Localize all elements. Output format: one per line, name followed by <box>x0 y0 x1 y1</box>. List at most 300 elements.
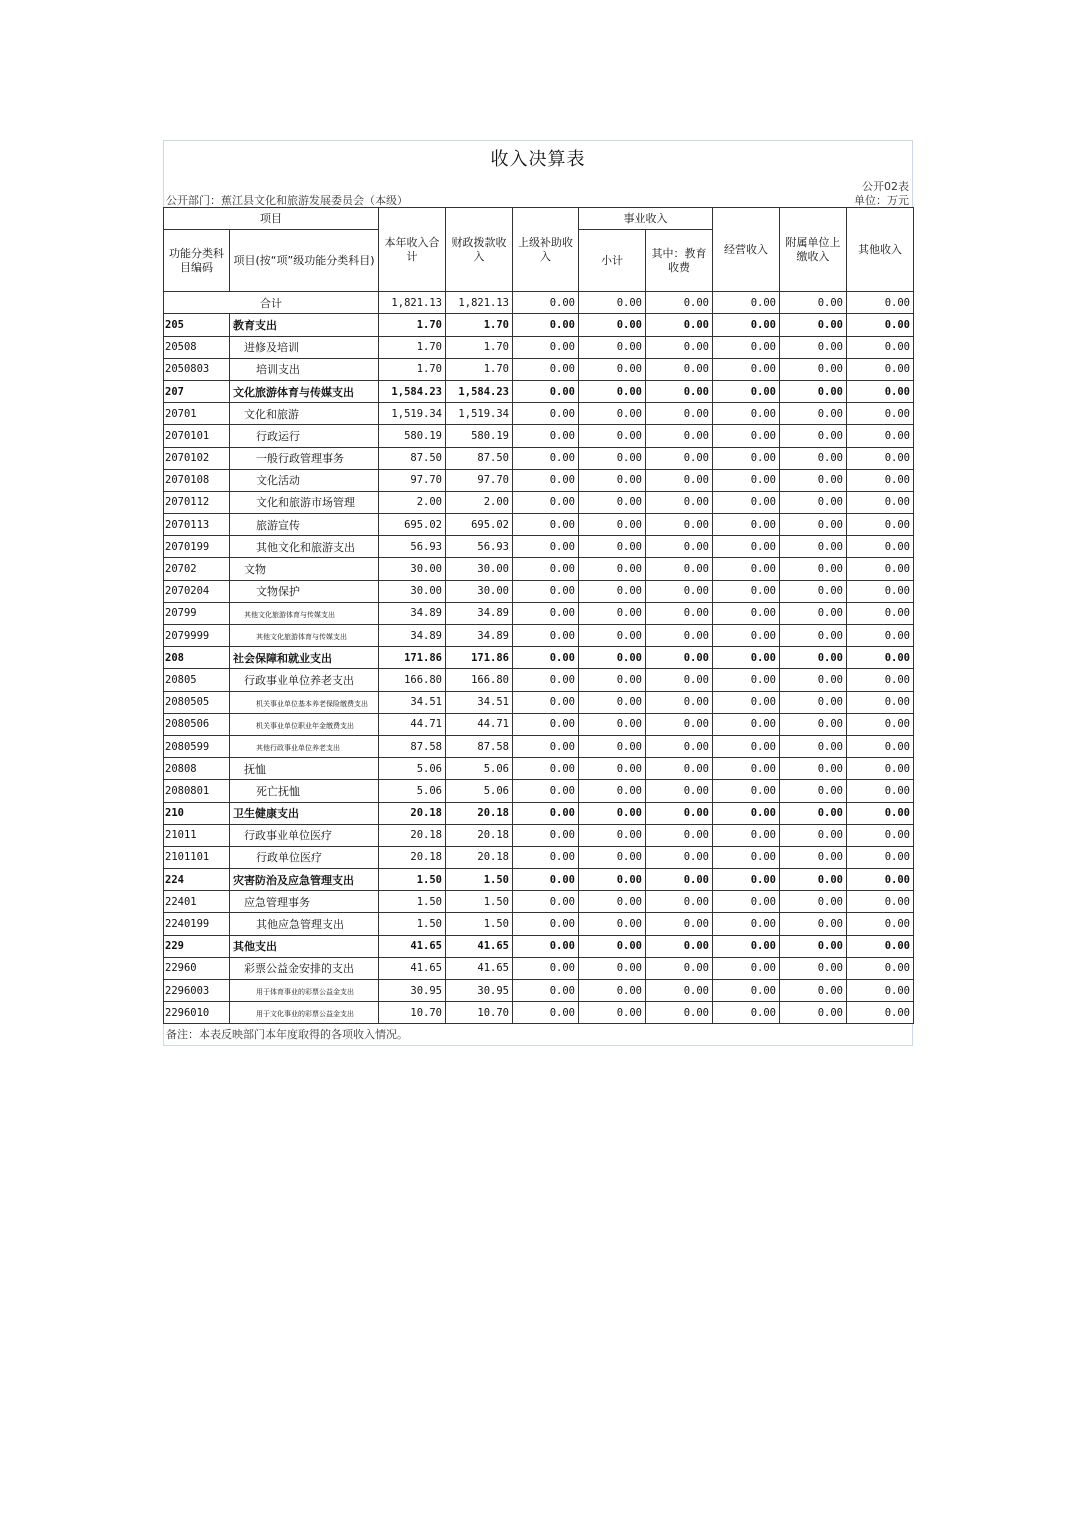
cell: 0.00 <box>646 758 713 780</box>
row-name-text: 抚恤 <box>244 762 266 776</box>
cell: 34.51 <box>446 691 513 713</box>
cell: 0.00 <box>579 380 646 402</box>
cell: 0.00 <box>847 602 914 624</box>
table-row <box>164 425 914 447</box>
cell: 0.00 <box>646 957 713 979</box>
cell: 34.89 <box>446 602 513 624</box>
cell: 0.00 <box>579 758 646 780</box>
cell: 0.00 <box>646 802 713 824</box>
row-name <box>230 824 379 846</box>
cell: 0.00 <box>847 380 914 402</box>
cell: 0.00 <box>847 647 914 669</box>
cell: 0.00 <box>579 336 646 358</box>
cell: 0.00 <box>646 580 713 602</box>
cell: 0.00 <box>847 691 914 713</box>
cell: 0.00 <box>579 447 646 469</box>
table-row <box>164 1002 914 1024</box>
sheet-title: 收入决算表 <box>163 140 913 177</box>
row-name-text: 文化活动 <box>256 474 300 488</box>
cell: 0.00 <box>780 935 847 957</box>
row-name-text: 机关事业单位职业年金缴费支出 <box>256 721 354 730</box>
cell: 0.00 <box>646 491 713 513</box>
cell: 0.00 <box>780 780 847 802</box>
cell: 30.95 <box>446 980 513 1002</box>
cell: 0.00 <box>513 602 579 624</box>
cell: 0.00 <box>713 336 780 358</box>
cell: 0.00 <box>513 802 579 824</box>
cell: 20.18 <box>379 824 446 846</box>
cell: 0.00 <box>713 846 780 868</box>
table-row <box>164 558 914 580</box>
row-name <box>230 980 379 1002</box>
cell: 1,519.34 <box>446 403 513 425</box>
table-header <box>164 208 914 292</box>
cell: 0.00 <box>847 846 914 868</box>
row-code: 2296003 <box>164 980 230 1002</box>
cell: 41.65 <box>379 957 446 979</box>
row-name <box>230 469 379 491</box>
row-name-text: 其他文化旅游体育与传媒支出 <box>256 633 347 642</box>
cell: 0.00 <box>513 669 579 691</box>
row-name-text: 文化和旅游市场管理 <box>256 496 355 510</box>
cell: 0.00 <box>847 1002 914 1024</box>
cell: 0.00 <box>579 824 646 846</box>
cell: 0.00 <box>713 913 780 935</box>
cell: 166.80 <box>379 669 446 691</box>
row-code: 22960 <box>164 957 230 979</box>
cell: 0.00 <box>646 691 713 713</box>
cell: 0.00 <box>847 891 914 913</box>
cell: 0.00 <box>513 425 579 447</box>
cell: 0.00 <box>513 957 579 979</box>
row-code: 2070113 <box>164 514 230 536</box>
cell: 171.86 <box>446 647 513 669</box>
cell: 0.00 <box>713 869 780 891</box>
cell: 0.00 <box>713 491 780 513</box>
cell: 0.00 <box>579 735 646 757</box>
row-code: 2070101 <box>164 425 230 447</box>
cell: 0.00 <box>513 469 579 491</box>
cell: 0.00 <box>579 869 646 891</box>
cell: 0.00 <box>579 403 646 425</box>
cell: 0.00 <box>847 403 914 425</box>
cell: 0.00 <box>780 691 847 713</box>
header-fiscal: 财政拨款收入 <box>446 208 513 292</box>
row-name-text: 培训支出 <box>256 363 300 377</box>
cell: 0.00 <box>713 314 780 336</box>
cell: 695.02 <box>446 514 513 536</box>
cell: 0.00 <box>847 447 914 469</box>
cell: 0.00 <box>646 536 713 558</box>
row-name-text: 社会保障和就业支出 <box>233 651 332 665</box>
cell: 0.00 <box>579 647 646 669</box>
table-row <box>164 824 914 846</box>
row-code: 229 <box>164 935 230 957</box>
cell: 0.00 <box>847 735 914 757</box>
row-code: 207 <box>164 380 230 402</box>
cell: 0.00 <box>646 336 713 358</box>
table-row <box>164 514 914 536</box>
row-name <box>230 669 379 691</box>
cell: 0.00 <box>513 292 579 314</box>
cell: 30.00 <box>379 580 446 602</box>
cell: 0.00 <box>780 625 847 647</box>
table-row <box>164 935 914 957</box>
cell: 0.00 <box>713 713 780 735</box>
row-name <box>230 758 379 780</box>
cell: 0.00 <box>579 802 646 824</box>
cell: 0.00 <box>713 403 780 425</box>
cell: 0.00 <box>780 580 847 602</box>
cell: 0.00 <box>780 536 847 558</box>
cell: 0.00 <box>646 602 713 624</box>
cell: 0.00 <box>780 735 847 757</box>
table-row <box>164 735 914 757</box>
cell: 0.00 <box>513 647 579 669</box>
row-name <box>230 336 379 358</box>
cell: 695.02 <box>379 514 446 536</box>
row-name <box>230 846 379 868</box>
cell: 0.00 <box>513 713 579 735</box>
cell: 0.00 <box>579 314 646 336</box>
cell: 20.18 <box>446 802 513 824</box>
cell: 1,821.13 <box>379 292 446 314</box>
cell: 0.00 <box>847 292 914 314</box>
table-row <box>164 891 914 913</box>
cell: 0.00 <box>713 691 780 713</box>
cell: 0.00 <box>646 314 713 336</box>
cell: 0.00 <box>646 514 713 536</box>
row-name <box>230 625 379 647</box>
table-row <box>164 846 914 868</box>
row-name <box>230 713 379 735</box>
cell: 1.70 <box>379 358 446 380</box>
cell: 0.00 <box>780 647 847 669</box>
table-row <box>164 869 914 891</box>
cell: 0.00 <box>579 913 646 935</box>
cell: 0.00 <box>646 846 713 868</box>
income-statement-sheet <box>163 140 913 1046</box>
cell: 0.00 <box>646 358 713 380</box>
cell: 0.00 <box>713 380 780 402</box>
row-name-text: 行政单位医疗 <box>256 851 322 865</box>
row-name <box>230 935 379 957</box>
row-code: 20701 <box>164 403 230 425</box>
cell: 0.00 <box>713 469 780 491</box>
cell: 0.00 <box>780 425 847 447</box>
cell: 5.06 <box>379 780 446 802</box>
income-table <box>163 207 914 1024</box>
cell: 0.00 <box>847 713 914 735</box>
row-code: 2079999 <box>164 625 230 647</box>
row-code: 2050803 <box>164 358 230 380</box>
cell: 0.00 <box>646 891 713 913</box>
cell: 0.00 <box>579 691 646 713</box>
cell: 1.50 <box>379 891 446 913</box>
row-name <box>230 425 379 447</box>
row-name-text: 机关事业单位基本养老保险缴费支出 <box>256 699 368 708</box>
cell: 0.00 <box>513 314 579 336</box>
row-name-text: 文物保护 <box>256 585 300 599</box>
row-code: 224 <box>164 869 230 891</box>
cell: 1.70 <box>379 336 446 358</box>
row-name <box>230 891 379 913</box>
cell: 34.89 <box>446 625 513 647</box>
cell: 0.00 <box>847 358 914 380</box>
cell: 0.00 <box>646 780 713 802</box>
table-row <box>164 536 914 558</box>
cell: 0.00 <box>646 425 713 447</box>
cell: 0.00 <box>780 491 847 513</box>
table-row <box>164 447 914 469</box>
cell: 0.00 <box>646 647 713 669</box>
cell: 0.00 <box>513 980 579 1002</box>
row-name-text: 一般行政管理事务 <box>256 452 344 466</box>
header-other: 其他收入 <box>847 208 914 292</box>
table-row <box>164 469 914 491</box>
cell: 0.00 <box>579 536 646 558</box>
cell: 0.00 <box>579 625 646 647</box>
row-code: 2080801 <box>164 780 230 802</box>
cell: 1,519.34 <box>379 403 446 425</box>
cell: 0.00 <box>646 558 713 580</box>
cell: 0.00 <box>847 824 914 846</box>
cell: 34.89 <box>379 625 446 647</box>
table-row <box>164 758 914 780</box>
row-name-text: 行政事业单位医疗 <box>244 829 332 843</box>
table-body <box>164 292 914 1024</box>
row-name-text: 其他支出 <box>233 940 277 954</box>
cell: 44.71 <box>379 713 446 735</box>
row-name-text: 应急管理事务 <box>244 895 310 909</box>
row-name-text: 卫生健康支出 <box>233 807 299 821</box>
row-code: 2070204 <box>164 580 230 602</box>
cell: 10.70 <box>446 1002 513 1024</box>
cell: 0.00 <box>513 514 579 536</box>
cell: 0.00 <box>780 1002 847 1024</box>
cell: 2.00 <box>446 491 513 513</box>
cell: 0.00 <box>579 891 646 913</box>
row-name <box>230 691 379 713</box>
cell: 0.00 <box>513 846 579 868</box>
header-subtotal: 小计 <box>579 230 646 292</box>
cell: 0.00 <box>713 602 780 624</box>
cell: 0.00 <box>513 580 579 602</box>
cell: 41.65 <box>446 957 513 979</box>
cell: 0.00 <box>780 358 847 380</box>
cell: 0.00 <box>513 336 579 358</box>
row-code: 2070112 <box>164 491 230 513</box>
row-code: 205 <box>164 314 230 336</box>
cell: 5.06 <box>446 758 513 780</box>
row-code: 20508 <box>164 336 230 358</box>
cell: 0.00 <box>847 913 914 935</box>
cell: 0.00 <box>513 780 579 802</box>
header-total: 本年收入合计 <box>379 208 446 292</box>
row-name-text: 教育支出 <box>233 318 277 332</box>
cell: 1.70 <box>446 358 513 380</box>
row-name-text: 彩票公益金安排的支出 <box>244 962 354 976</box>
row-name <box>230 602 379 624</box>
cell: 41.65 <box>379 935 446 957</box>
cell: 30.00 <box>379 558 446 580</box>
unit-label: 单位：万元 <box>854 194 909 207</box>
row-name <box>230 580 379 602</box>
row-code: 2070199 <box>164 536 230 558</box>
cell: 97.70 <box>379 469 446 491</box>
cell: 0.00 <box>513 935 579 957</box>
cell: 2.00 <box>379 491 446 513</box>
table-row <box>164 713 914 735</box>
header-code: 功能分类科目编码 <box>164 230 230 292</box>
row-name-text: 灾害防治及应急管理支出 <box>233 873 354 887</box>
cell: 0.00 <box>513 491 579 513</box>
cell: 0.00 <box>513 758 579 780</box>
cell: 87.58 <box>446 735 513 757</box>
row-name <box>230 802 379 824</box>
cell: 30.95 <box>379 980 446 1002</box>
cell: 0.00 <box>780 314 847 336</box>
row-name-text: 文化旅游体育与传媒支出 <box>233 385 354 399</box>
row-code: 2070102 <box>164 447 230 469</box>
cell: 0.00 <box>847 625 914 647</box>
cell: 0.00 <box>646 713 713 735</box>
cell: 0.00 <box>713 358 780 380</box>
cell: 0.00 <box>780 713 847 735</box>
table-row <box>164 691 914 713</box>
cell: 0.00 <box>713 957 780 979</box>
cell: 0.00 <box>646 380 713 402</box>
cell: 1.70 <box>446 314 513 336</box>
cell: 0.00 <box>780 669 847 691</box>
cell: 0.00 <box>847 491 914 513</box>
header-superior: 上级补助收入 <box>513 208 579 292</box>
row-name-text: 进修及培训 <box>244 341 299 355</box>
cell: 0.00 <box>646 1002 713 1024</box>
cell: 0.00 <box>847 536 914 558</box>
cell: 0.00 <box>847 980 914 1002</box>
row-name <box>230 514 379 536</box>
cell: 34.89 <box>379 602 446 624</box>
cell: 0.00 <box>847 514 914 536</box>
table-row <box>164 580 914 602</box>
cell: 0.00 <box>713 1002 780 1024</box>
cell: 0.00 <box>713 514 780 536</box>
total-label: 合计 <box>164 292 379 314</box>
cell: 0.00 <box>513 913 579 935</box>
row-name <box>230 1002 379 1024</box>
row-code: 210 <box>164 802 230 824</box>
cell: 0.00 <box>847 869 914 891</box>
row-name <box>230 491 379 513</box>
cell: 44.71 <box>446 713 513 735</box>
cell: 1.50 <box>379 869 446 891</box>
cell: 10.70 <box>379 1002 446 1024</box>
table-row <box>164 669 914 691</box>
cell: 0.00 <box>579 292 646 314</box>
cell: 0.00 <box>780 469 847 491</box>
table-row <box>164 957 914 979</box>
cell: 0.00 <box>780 980 847 1002</box>
cell: 0.00 <box>780 846 847 868</box>
cell: 0.00 <box>579 425 646 447</box>
table-row <box>164 491 914 513</box>
cell: 0.00 <box>646 824 713 846</box>
cell: 0.00 <box>579 957 646 979</box>
cell: 1,584.23 <box>446 380 513 402</box>
cell: 0.00 <box>847 758 914 780</box>
cell: 0.00 <box>847 802 914 824</box>
row-name <box>230 735 379 757</box>
cell: 0.00 <box>646 403 713 425</box>
cell: 0.00 <box>713 558 780 580</box>
cell: 0.00 <box>646 447 713 469</box>
cell: 0.00 <box>579 980 646 1002</box>
table-row <box>164 802 914 824</box>
cell: 0.00 <box>579 846 646 868</box>
cell: 0.00 <box>646 292 713 314</box>
cell: 87.58 <box>379 735 446 757</box>
row-code: 2080599 <box>164 735 230 757</box>
cell: 0.00 <box>579 514 646 536</box>
cell: 0.00 <box>713 536 780 558</box>
cell: 0.00 <box>646 669 713 691</box>
cell: 0.00 <box>847 314 914 336</box>
cell: 0.00 <box>780 602 847 624</box>
row-name <box>230 536 379 558</box>
cell: 0.00 <box>646 935 713 957</box>
cell: 0.00 <box>780 758 847 780</box>
cell: 30.00 <box>446 558 513 580</box>
cell: 0.00 <box>513 625 579 647</box>
cell: 0.00 <box>780 802 847 824</box>
cell: 1.50 <box>446 891 513 913</box>
cell: 0.00 <box>713 758 780 780</box>
cell: 56.93 <box>446 536 513 558</box>
row-code: 21011 <box>164 824 230 846</box>
cell: 0.00 <box>713 780 780 802</box>
cell: 0.00 <box>780 514 847 536</box>
cell: 0.00 <box>780 403 847 425</box>
row-name-text: 文化和旅游 <box>244 407 299 421</box>
cell: 0.00 <box>713 735 780 757</box>
cell: 1.50 <box>379 913 446 935</box>
header-affiliated: 附属单位上缴收入 <box>780 208 847 292</box>
cell: 1.70 <box>446 336 513 358</box>
row-name <box>230 358 379 380</box>
cell: 0.00 <box>847 669 914 691</box>
table-row <box>164 647 914 669</box>
row-name-text: 其他文化和旅游支出 <box>256 540 355 554</box>
cell: 0.00 <box>579 713 646 735</box>
cell: 0.00 <box>579 558 646 580</box>
row-code: 20799 <box>164 602 230 624</box>
cell: 20.18 <box>379 846 446 868</box>
row-code: 2240199 <box>164 913 230 935</box>
row-name <box>230 913 379 935</box>
cell: 0.00 <box>646 913 713 935</box>
cell: 0.00 <box>713 580 780 602</box>
header-operating: 经营收入 <box>713 208 780 292</box>
cell: 0.00 <box>847 469 914 491</box>
cell: 171.86 <box>379 647 446 669</box>
header-edu-fee: 其中：教育收费 <box>646 230 713 292</box>
meta-row <box>163 177 913 207</box>
cell: 0.00 <box>579 469 646 491</box>
row-code: 2101101 <box>164 846 230 868</box>
cell: 1,821.13 <box>446 292 513 314</box>
cell: 0.00 <box>713 980 780 1002</box>
